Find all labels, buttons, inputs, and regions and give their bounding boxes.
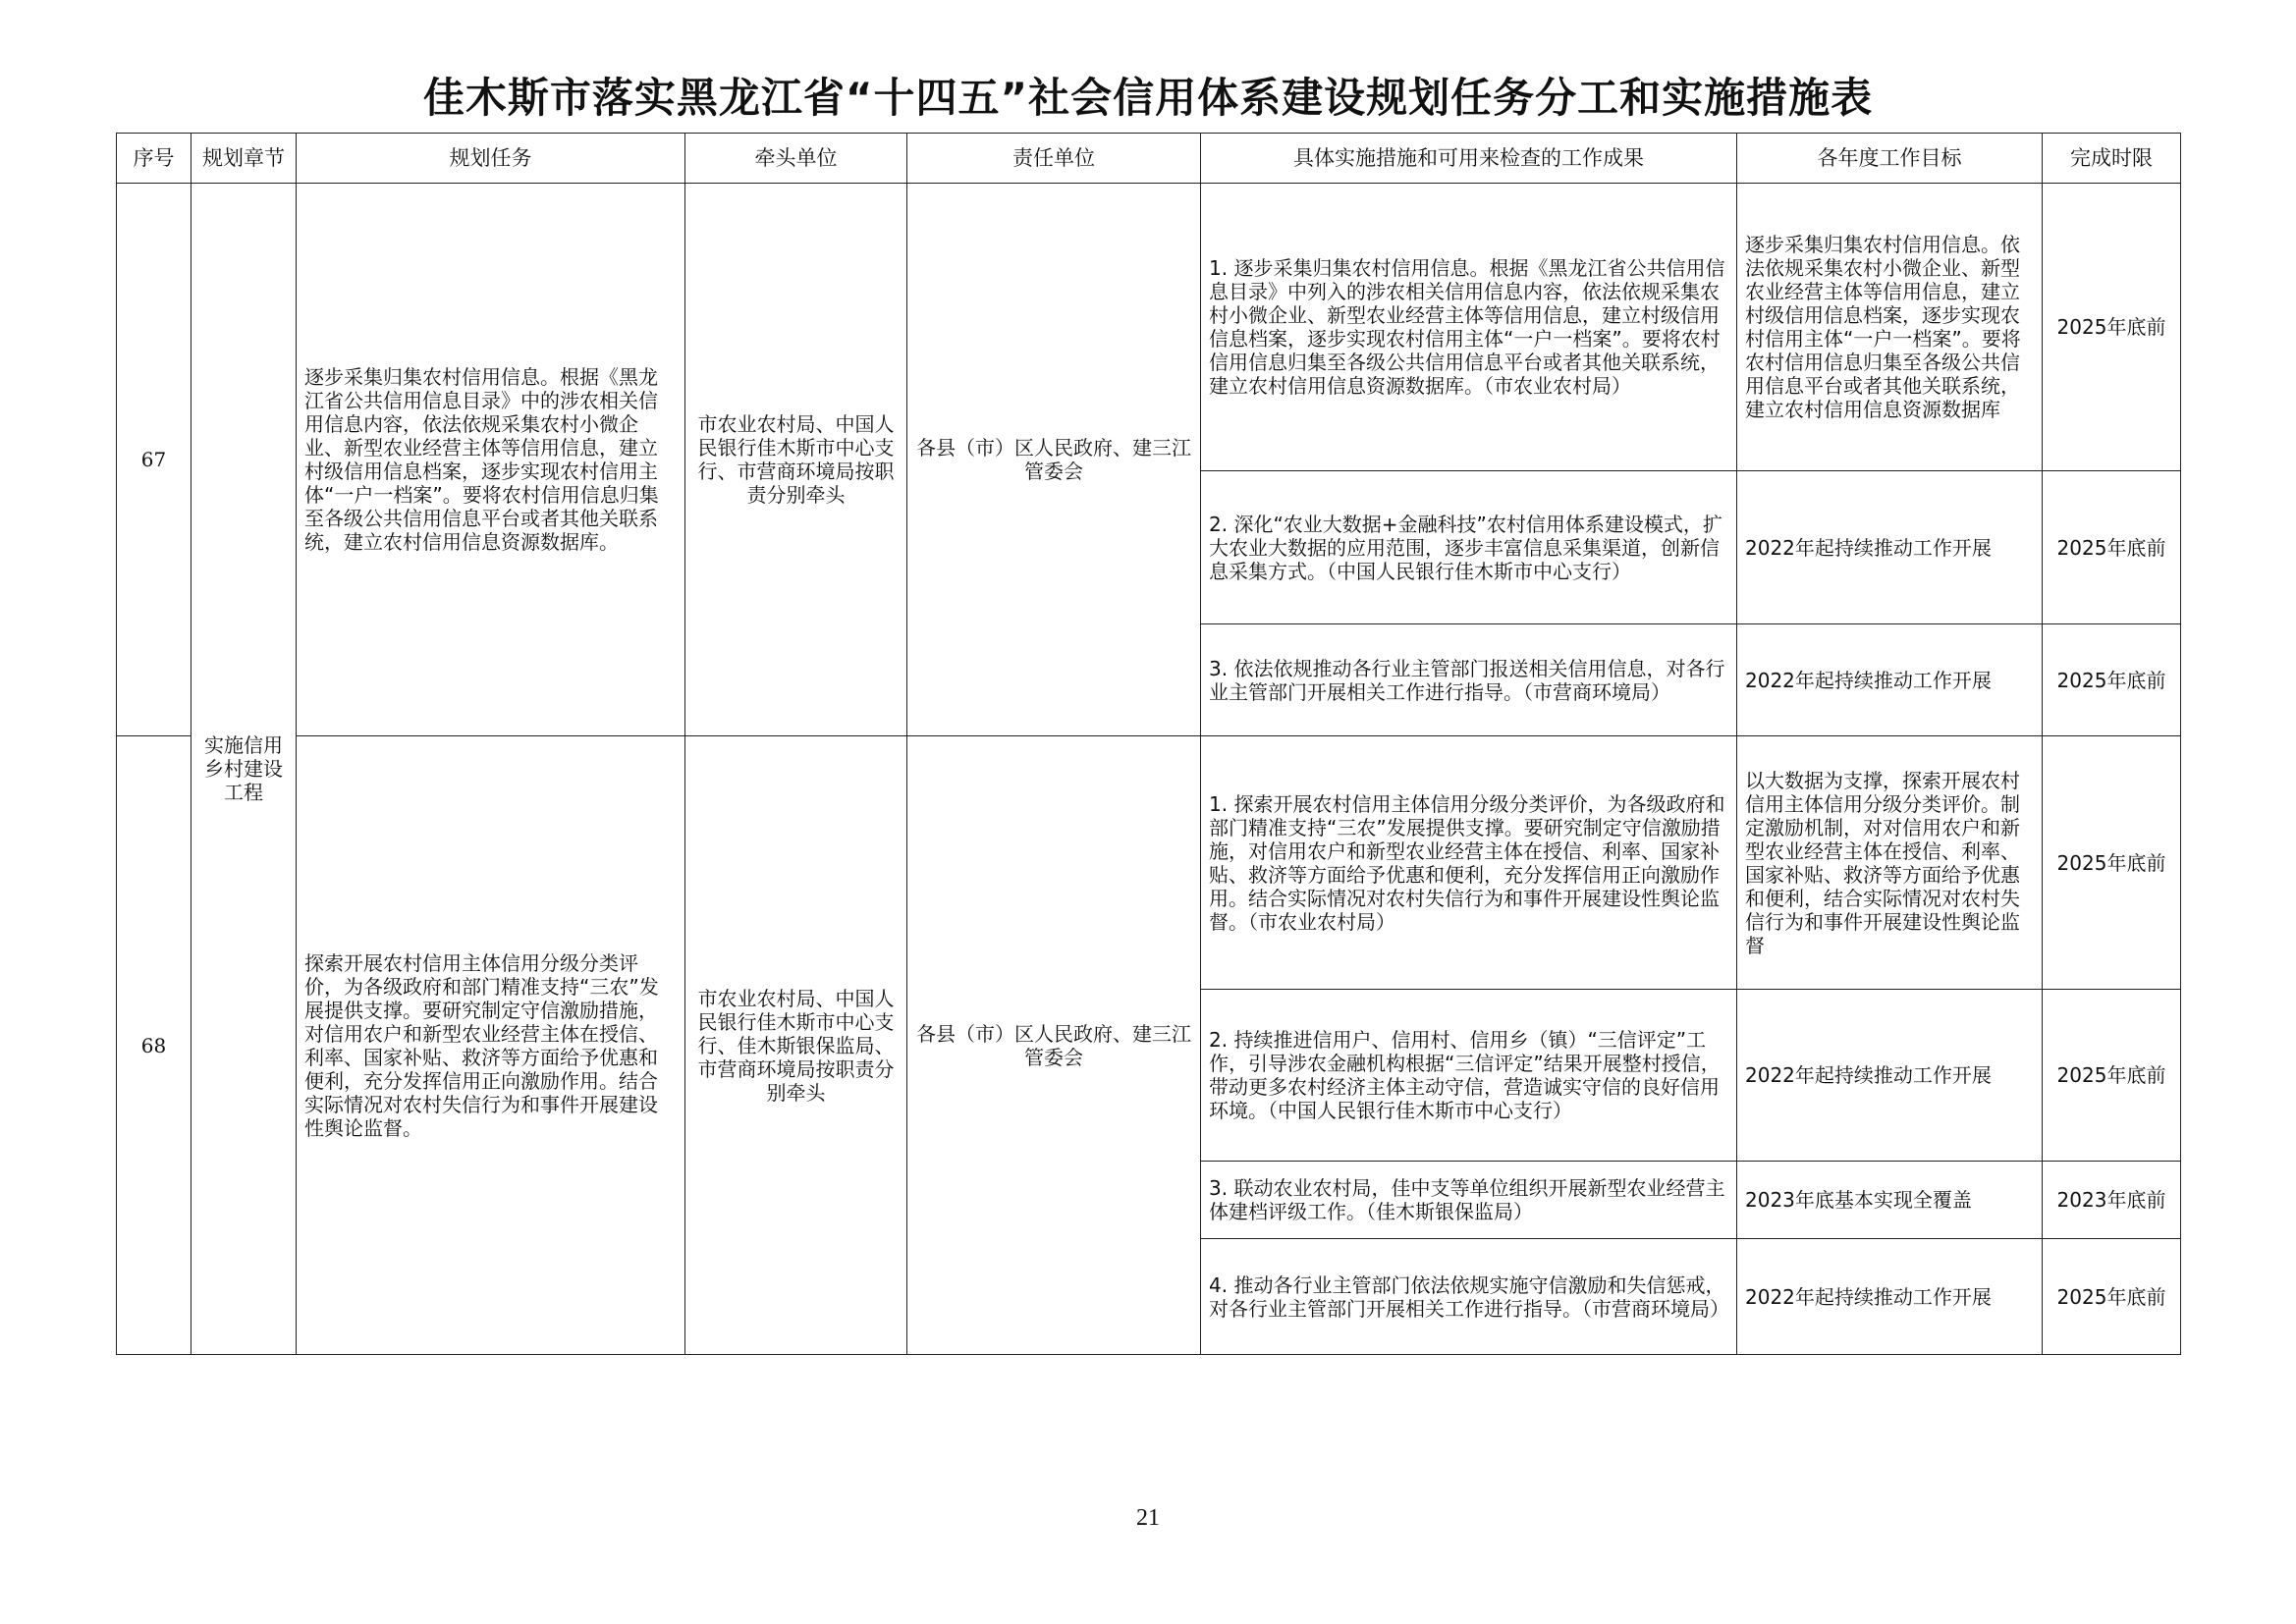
header-measures: 具体实施措施和可用来检查的工作成果 bbox=[1201, 134, 1737, 184]
page-number: 21 bbox=[1136, 1505, 1160, 1531]
measure-cell: 3. 联动农业农村局，佳中支等单位组织开展新型农业经营主体建档评级工作。（佳木斯银保监局） bbox=[1201, 1162, 1737, 1239]
document-title: 佳木斯市落实黑龙江省“十四五”社会信用体系建设规划任务分工和实施措施表 bbox=[422, 74, 1874, 122]
deadline-cell: 2025年底前 bbox=[2043, 184, 2181, 471]
deadline-cell: 2025年底前 bbox=[2043, 471, 2181, 624]
measure-cell: 3. 依法依规推动各行业主管部门报送相关信用信息，对各行业主管部门开展相关工作进行指导。（市营商环境局） bbox=[1201, 624, 1737, 736]
task-cell: 探索开展农村信用主体信用分级分类评价，为各级政府和部门精准支持“三农”发展提供支撑。要研究制定守信激励措施，对信用农户和新型农业经营主体在授信、利率、国家补贴、救济等方面给予优惠和便利，充分发挥信用正向激励作用。结合实际情况对农村失信行为和事件开展建设性舆论监督。 bbox=[297, 736, 685, 1355]
measure-cell: 4. 推动各行业主管部门依法依规实施守信激励和失信惩戒，对各行业主管部门开展相关工作进行指导。（市营商环境局） bbox=[1201, 1239, 1737, 1355]
measure-cell: 1. 探索开展农村信用主体信用分级分类评价，为各级政府和部门精准支持“三农”发展提供支撑。要研究制定守信激励措施，对信用农户和新型农业经营主体在授信、利率、国家补贴、救济等方面给予优惠和便利，充分发挥信用正向激励作用。结合实际情况对农村失信行为和事件开展建设性舆论监督。（市农业农村局） bbox=[1201, 736, 1737, 990]
task-table bbox=[116, 133, 2181, 1355]
goal-cell: 2022年起持续推动工作开展 bbox=[1737, 1239, 2043, 1355]
seq-cell: 68 bbox=[117, 736, 191, 1355]
goal-cell: 2023年底基本实现全覆盖 bbox=[1737, 1162, 2043, 1239]
header-seq: 序号 bbox=[117, 134, 191, 184]
goal-cell: 2022年起持续推动工作开展 bbox=[1737, 471, 2043, 624]
goal-cell: 2022年起持续推动工作开展 bbox=[1737, 990, 2043, 1162]
goal-cell: 以大数据为支撑，探索开展农村信用主体信用分级分类评价。制定激励机制，对对信用农户和新型农业经营主体在授信、利率、国家补贴、救济等方面给予优惠和便利，结合实际情况对农村失信行为和事件开展建设性舆论监督 bbox=[1737, 736, 2043, 990]
header-responsible-unit: 责任单位 bbox=[907, 134, 1201, 184]
table-row bbox=[117, 184, 2181, 471]
responsible-unit-cell: 各县（市）区人民政府、建三江管委会 bbox=[907, 184, 1201, 736]
measure-cell: 2. 持续推进信用户、信用村、信用乡（镇）“三信评定”工作，引导涉农金融机构根据“三信评定”结果开展整村授信，带动更多农村经济主体主动守信，营造诚实守信的良好信用环境。（中国人民银行佳木斯市中心支行） bbox=[1201, 990, 1737, 1162]
table-header-row bbox=[117, 134, 2181, 184]
task-cell: 逐步采集归集农村信用信息。根据《黑龙江省公共信用信息目录》中的涉农相关信用信息内容，依法依规采集农村小微企业、新型农业经营主体等信用信息，建立村级信用信息档案，逐步实现农村信用主体“一户一档案”。要将农村信用信息归集至各级公共信用信息平台或者其他关联系统，建立农村信用信息资源数据库。 bbox=[297, 184, 685, 736]
deadline-cell: 2025年底前 bbox=[2043, 990, 2181, 1162]
header-chapter: 规划章节 bbox=[191, 134, 297, 184]
table-row bbox=[117, 736, 2181, 990]
header-yearly-goals: 各年度工作目标 bbox=[1737, 134, 2043, 184]
seq-cell: 67 bbox=[117, 184, 191, 736]
header-task: 规划任务 bbox=[297, 134, 685, 184]
measure-cell: 1. 逐步采集归集农村信用信息。根据《黑龙江省公共信用信息目录》中列入的涉农相关信用信息内容，依法依规采集农村小微企业、新型农业经营主体等信用信息，建立村级信用信息档案，逐步实现农村信用主体“一户一档案”。要将农村信用信息归集至各级公共信用信息平台或者其他关联系统，建立农村信用信息资源数据库。（市农业农村局） bbox=[1201, 184, 1737, 471]
lead-unit-cell: 市农业农村局、中国人民银行佳木斯市中心支行、市营商环境局按职责分别牵头 bbox=[685, 184, 907, 736]
deadline-cell: 2023年底前 bbox=[2043, 1162, 2181, 1239]
goal-cell: 2022年起持续推动工作开展 bbox=[1737, 624, 2043, 736]
goal-cell: 逐步采集归集农村信用信息。依法依规采集农村小微企业、新型农业经营主体等信用信息，建立村级信用信息档案，逐步实现农村信用主体“一户一档案”。要将农村信用信息归集至各级公共信用信息平台或者其他关联系统，建立农村信用信息资源数据库 bbox=[1737, 184, 2043, 471]
header-deadline: 完成时限 bbox=[2043, 134, 2181, 184]
deadline-cell: 2025年底前 bbox=[2043, 736, 2181, 990]
lead-unit-cell: 市农业农村局、中国人民银行佳木斯市中心支行、佳木斯银保监局、市营商环境局按职责分别牵头 bbox=[685, 736, 907, 1355]
header-lead-unit: 牵头单位 bbox=[685, 134, 907, 184]
measure-cell: 2. 深化“农业大数据+金融科技”农村信用体系建设模式，扩大农业大数据的应用范围，逐步丰富信息采集渠道，创新信息采集方式。（中国人民银行佳木斯市中心支行） bbox=[1201, 471, 1737, 624]
deadline-cell: 2025年底前 bbox=[2043, 1239, 2181, 1355]
chapter-cell: 实施信用乡村建设工程 bbox=[191, 184, 297, 1355]
responsible-unit-cell: 各县（市）区人民政府、建三江管委会 bbox=[907, 736, 1201, 1355]
deadline-cell: 2025年底前 bbox=[2043, 624, 2181, 736]
